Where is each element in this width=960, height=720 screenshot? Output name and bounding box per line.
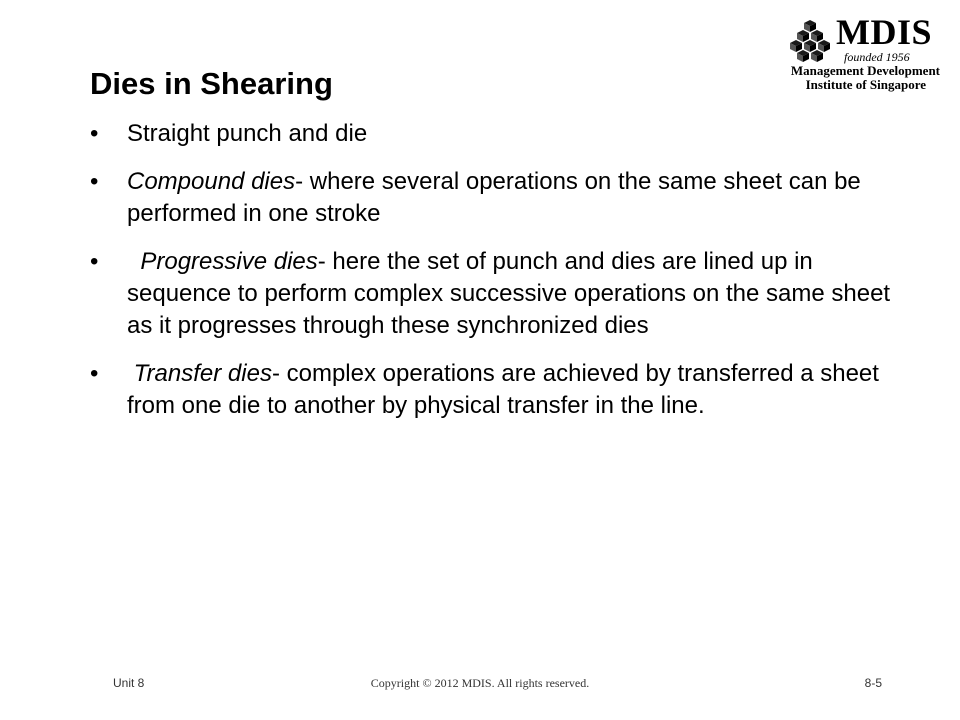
bullet-marker: • <box>90 120 99 147</box>
bullet-marker: • <box>90 248 99 275</box>
footer-unit: Unit 8 <box>113 676 145 690</box>
footer-copyright: Copyright © 2012 MDIS. All rights reserved. <box>370 676 590 690</box>
logo-org-line1: Management Development <box>790 63 940 78</box>
bullet-term: Transfer dies <box>127 360 272 387</box>
bullet-term: Progressive dies <box>127 248 318 275</box>
bullet-text: - where several operations on the same sheet can be performed in one stroke <box>127 168 861 227</box>
bullet-text: - here the set of punch and dies are lined up in sequence to perform complex successive operations on the same sheet as it progresses through these synchronized dies <box>127 248 891 339</box>
bullet-item <box>90 118 910 150</box>
logo-name: MDIS <box>836 12 933 52</box>
bullet-item <box>90 246 910 342</box>
logo-founded: founded 1956 <box>844 50 910 64</box>
slide-title: Dies in Shearing <box>90 66 333 101</box>
footer-page-number: 8-5 <box>864 676 882 690</box>
bullet-item <box>90 358 910 422</box>
bullet-marker: • <box>90 360 99 387</box>
logo-org-line2: Institute of Singapore <box>805 77 926 92</box>
bullet-item <box>90 166 910 230</box>
bullet-list <box>90 118 910 438</box>
bullet-marker: • <box>90 168 99 195</box>
bullet-text: Straight punch and die <box>127 120 368 147</box>
bullet-term: Compound dies <box>127 168 296 195</box>
cube-stack-icon <box>786 18 834 64</box>
mdis-logo <box>786 14 940 94</box>
bullet-text: - complex operations are achieved by transferred a sheet from one die to another by physical transfer in the line. <box>127 360 879 419</box>
